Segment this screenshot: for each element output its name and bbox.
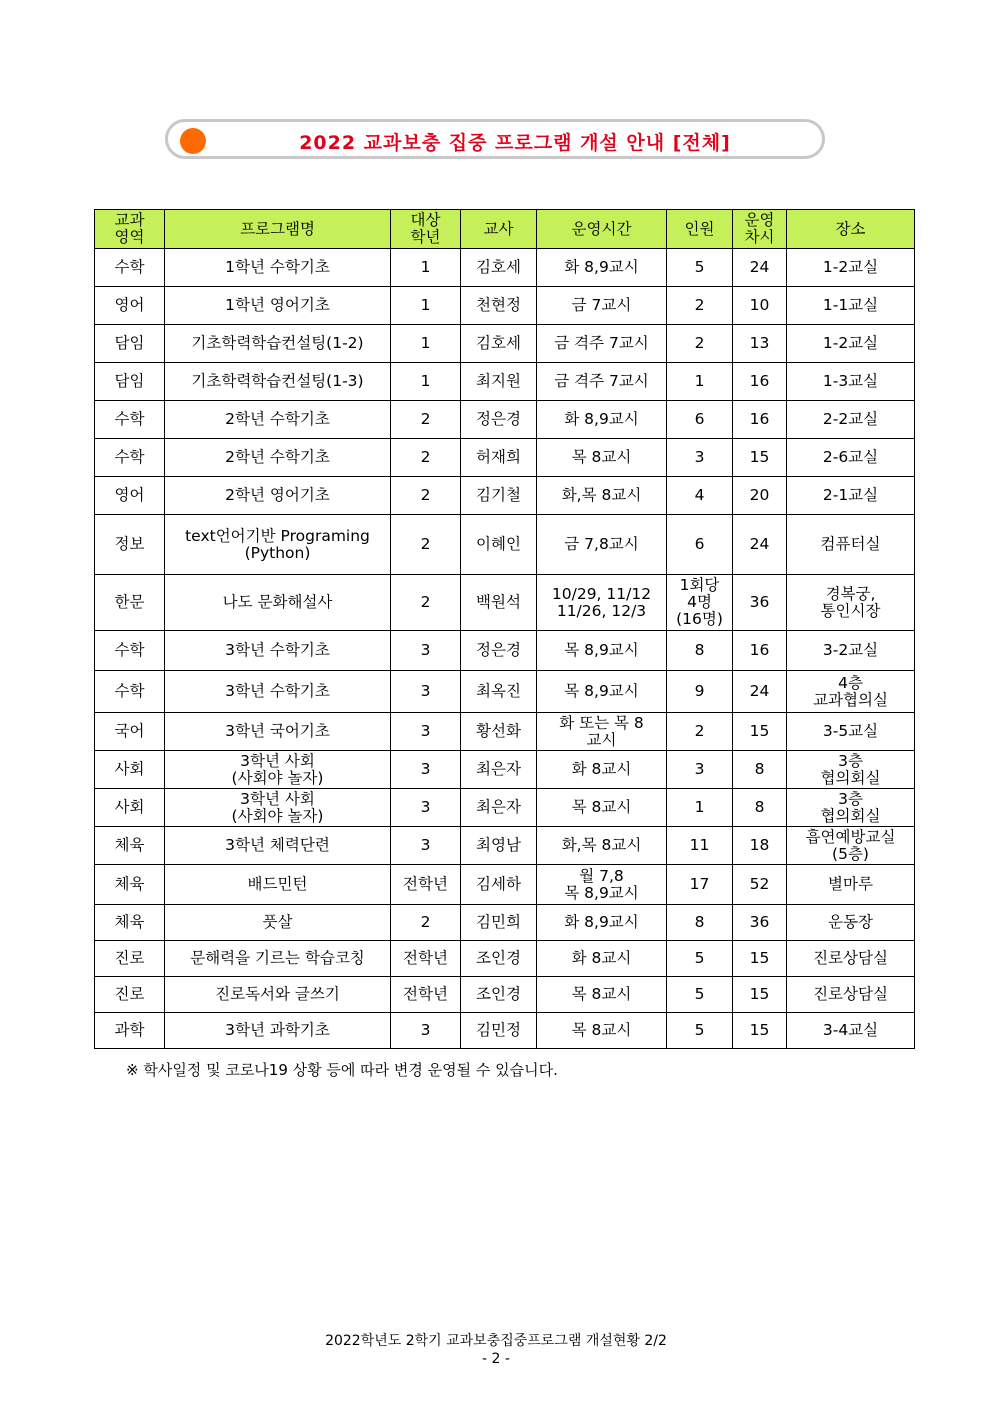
table-cell: 10 — [733, 287, 787, 325]
table-cell: 2학년 수학기초 — [165, 439, 391, 477]
column-header: 교과 영역 — [95, 210, 165, 249]
table-cell: 화 8,9교시 — [537, 401, 667, 439]
table-cell: 1-3교실 — [787, 363, 915, 401]
table-row — [95, 477, 915, 515]
table-cell: 16 — [733, 363, 787, 401]
table-cell: 15 — [733, 941, 787, 977]
table-cell: 3학년 국어기초 — [165, 713, 391, 751]
table-cell: 8 — [733, 789, 787, 827]
table-cell: 3학년 사회 (사회야 놀자) — [165, 751, 391, 789]
table-cell: 최지원 — [461, 363, 537, 401]
table-cell: 수학 — [95, 631, 165, 671]
table-cell: 3학년 사회 (사회야 놀자) — [165, 789, 391, 827]
table-cell: 진로상담실 — [787, 941, 915, 977]
table-cell: 15 — [733, 439, 787, 477]
table-cell: 목 8,9교시 — [537, 671, 667, 713]
table-cell: 2 — [391, 401, 461, 439]
table-cell: 24 — [733, 515, 787, 575]
table-cell: 6 — [667, 401, 733, 439]
table-cell: 24 — [733, 249, 787, 287]
table-cell: 8 — [733, 751, 787, 789]
table-cell: 풋살 — [165, 905, 391, 941]
table-cell: 2 — [667, 325, 733, 363]
table-cell: 11 — [667, 827, 733, 865]
table-cell: 전학년 — [391, 977, 461, 1013]
table-cell: 김민정 — [461, 1013, 537, 1049]
table-cell: 3학년 과학기초 — [165, 1013, 391, 1049]
table-cell: 2 — [667, 287, 733, 325]
table-cell: 금 격주 7교시 — [537, 325, 667, 363]
page-footer — [0, 1332, 992, 1368]
table-body — [95, 249, 915, 1049]
table-cell: 수학 — [95, 401, 165, 439]
column-header: 인원 — [667, 210, 733, 249]
table-cell: 24 — [733, 671, 787, 713]
table-cell: 목 8교시 — [537, 789, 667, 827]
footer-title: 2022학년도 2학기 교과보충집중프로그램 개설현황 2/2 — [325, 1333, 667, 1349]
table-cell: 화 또는 목 8 교시 — [537, 713, 667, 751]
table-cell: 1 — [391, 249, 461, 287]
table-cell: 흡연예방교실 (5층) — [787, 827, 915, 865]
table-cell: 1-2교실 — [787, 249, 915, 287]
table-cell: 20 — [733, 477, 787, 515]
table-cell: 15 — [733, 1013, 787, 1049]
table-cell: 정은경 — [461, 631, 537, 671]
table-cell: 경복궁, 통인시장 — [787, 575, 915, 631]
table-cell: 3-2교실 — [787, 631, 915, 671]
table-row — [95, 827, 915, 865]
table-cell: 6 — [667, 515, 733, 575]
table-cell: 허재희 — [461, 439, 537, 477]
table-cell: 36 — [733, 905, 787, 941]
table-cell: 화,목 8교시 — [537, 827, 667, 865]
table-cell: 8 — [667, 631, 733, 671]
table-cell: text언어기반 Programing (Python) — [165, 515, 391, 575]
table-cell: 황선화 — [461, 713, 537, 751]
table-cell: 운동장 — [787, 905, 915, 941]
column-header: 운영시간 — [537, 210, 667, 249]
page-number: - 2 - — [482, 1351, 510, 1367]
table-cell: 김민희 — [461, 905, 537, 941]
table-cell: 2 — [391, 477, 461, 515]
table-cell: 15 — [733, 977, 787, 1013]
table-cell: 5 — [667, 249, 733, 287]
table-row — [95, 515, 915, 575]
table-cell: 체육 — [95, 905, 165, 941]
table-cell: 1 — [391, 363, 461, 401]
table-cell: 백원석 — [461, 575, 537, 631]
table-cell: 3 — [391, 751, 461, 789]
table-cell: 1 — [667, 363, 733, 401]
table-row — [95, 713, 915, 751]
table-cell: 3층 협의회실 — [787, 751, 915, 789]
table-header-row — [95, 210, 915, 249]
table-cell: 김기철 — [461, 477, 537, 515]
table-cell: 3 — [667, 439, 733, 477]
table-cell: 기초학력학습컨설팅(1-2) — [165, 325, 391, 363]
table-cell: 최은자 — [461, 789, 537, 827]
table-cell: 국어 — [95, 713, 165, 751]
column-header: 대상 학년 — [391, 210, 461, 249]
title-banner — [165, 119, 825, 159]
table-cell: 13 — [733, 325, 787, 363]
table-cell: 전학년 — [391, 941, 461, 977]
table-cell: 3 — [391, 827, 461, 865]
table-cell: 월 7,8 목 8,9교시 — [537, 865, 667, 905]
table-cell: 2 — [667, 713, 733, 751]
table-cell: 과학 — [95, 1013, 165, 1049]
program-table — [94, 209, 915, 1049]
table-row — [95, 789, 915, 827]
table-cell: 5 — [667, 1013, 733, 1049]
table-cell: 수학 — [95, 439, 165, 477]
table-cell: 한문 — [95, 575, 165, 631]
table-row — [95, 249, 915, 287]
table-cell: 2학년 영어기초 — [165, 477, 391, 515]
table-cell: 화 8,9교시 — [537, 905, 667, 941]
table-cell: 최영남 — [461, 827, 537, 865]
table-row — [95, 363, 915, 401]
note: ※ 학사일정 및 코로나19 상황 등에 따라 변경 운영될 수 있습니다. — [126, 1061, 558, 1079]
table-cell: 3학년 체력단련 — [165, 827, 391, 865]
table-cell: 2학년 수학기초 — [165, 401, 391, 439]
table-row — [95, 631, 915, 671]
table-cell: 화 8교시 — [537, 751, 667, 789]
table-cell: 3-4교실 — [787, 1013, 915, 1049]
column-header: 교사 — [461, 210, 537, 249]
table-row — [95, 439, 915, 477]
table-cell: 4층 교과협의실 — [787, 671, 915, 713]
table-row — [95, 401, 915, 439]
table-cell: 조인경 — [461, 941, 537, 977]
table-cell: 3 — [391, 671, 461, 713]
table-cell: 목 8,9교시 — [537, 631, 667, 671]
table-cell: 영어 — [95, 477, 165, 515]
table-row — [95, 1013, 915, 1049]
table-cell: 진로 — [95, 977, 165, 1013]
table-cell: 3 — [391, 713, 461, 751]
table-cell: 10/29, 11/12 11/26, 12/3 — [537, 575, 667, 631]
table-row — [95, 575, 915, 631]
table-cell: 사회 — [95, 789, 165, 827]
table-cell: 17 — [667, 865, 733, 905]
table-cell: 조인경 — [461, 977, 537, 1013]
table-cell: 금 7교시 — [537, 287, 667, 325]
table-cell: 화 8교시 — [537, 941, 667, 977]
table-cell: 체육 — [95, 865, 165, 905]
table-cell: 나도 문화해설사 — [165, 575, 391, 631]
table-cell: 3 — [391, 631, 461, 671]
table-row — [95, 671, 915, 713]
table-cell: 1-1교실 — [787, 287, 915, 325]
table-cell: 문해력을 기르는 학습코칭 — [165, 941, 391, 977]
table-cell: 2 — [391, 515, 461, 575]
table-cell: 화,목 8교시 — [537, 477, 667, 515]
table-cell: 3 — [391, 1013, 461, 1049]
table-row — [95, 977, 915, 1013]
table-cell: 별마루 — [787, 865, 915, 905]
table-cell: 사회 — [95, 751, 165, 789]
table-cell: 담임 — [95, 325, 165, 363]
table-cell: 정은경 — [461, 401, 537, 439]
table-cell: 목 8교시 — [537, 977, 667, 1013]
table-cell: 3 — [667, 751, 733, 789]
table-cell: 진로독서와 글쓰기 — [165, 977, 391, 1013]
table-cell: 영어 — [95, 287, 165, 325]
column-header: 장소 — [787, 210, 915, 249]
table-cell: 금 격주 7교시 — [537, 363, 667, 401]
table-cell: 컴퓨터실 — [787, 515, 915, 575]
table-cell: 3층 협의회실 — [787, 789, 915, 827]
table-cell: 2-6교실 — [787, 439, 915, 477]
table-cell: 18 — [733, 827, 787, 865]
table-cell: 3-5교실 — [787, 713, 915, 751]
table-cell: 금 7,8교시 — [537, 515, 667, 575]
table-cell: 3학년 수학기초 — [165, 631, 391, 671]
table-cell: 36 — [733, 575, 787, 631]
table-row — [95, 751, 915, 789]
table-cell: 천현정 — [461, 287, 537, 325]
table-cell: 김호세 — [461, 249, 537, 287]
orange-dot-icon — [180, 128, 206, 154]
table-cell: 김세하 — [461, 865, 537, 905]
table-row — [95, 287, 915, 325]
table-cell: 9 — [667, 671, 733, 713]
table-cell: 정보 — [95, 515, 165, 575]
table-cell: 수학 — [95, 671, 165, 713]
table-cell: 1학년 영어기초 — [165, 287, 391, 325]
table-cell: 최은자 — [461, 751, 537, 789]
table-cell: 2 — [391, 439, 461, 477]
table-cell: 담임 — [95, 363, 165, 401]
table-cell: 1 — [667, 789, 733, 827]
table-cell: 수학 — [95, 249, 165, 287]
table-cell: 2 — [391, 905, 461, 941]
table-row — [95, 905, 915, 941]
table-cell: 1 — [391, 325, 461, 363]
table-cell: 화 8,9교시 — [537, 249, 667, 287]
table-cell: 16 — [733, 401, 787, 439]
table-cell: 5 — [667, 977, 733, 1013]
table-cell: 최옥진 — [461, 671, 537, 713]
table-row — [95, 865, 915, 905]
table-cell: 1-2교실 — [787, 325, 915, 363]
table-row — [95, 941, 915, 977]
page-title: 2022 교과보충 집중 프로그램 개설 안내 [전체] — [299, 132, 731, 154]
table-cell: 52 — [733, 865, 787, 905]
table-cell: 목 8교시 — [537, 1013, 667, 1049]
table-cell: 김호세 — [461, 325, 537, 363]
table-cell: 전학년 — [391, 865, 461, 905]
table-cell: 8 — [667, 905, 733, 941]
table-cell: 5 — [667, 941, 733, 977]
table-cell: 16 — [733, 631, 787, 671]
table-cell: 1 — [391, 287, 461, 325]
table-cell: 배드민턴 — [165, 865, 391, 905]
table-cell: 2 — [391, 575, 461, 631]
table-cell: 1회당 4명 (16명) — [667, 575, 733, 631]
table-cell: 3 — [391, 789, 461, 827]
table-cell: 15 — [733, 713, 787, 751]
table-cell: 이혜인 — [461, 515, 537, 575]
column-header: 프로그램명 — [165, 210, 391, 249]
table-cell: 진로 — [95, 941, 165, 977]
table-cell: 4 — [667, 477, 733, 515]
table-cell: 2-1교실 — [787, 477, 915, 515]
column-header: 운영 차시 — [733, 210, 787, 249]
table-cell: 2-2교실 — [787, 401, 915, 439]
table-cell: 진로상담실 — [787, 977, 915, 1013]
table-cell: 3학년 수학기초 — [165, 671, 391, 713]
table-cell: 목 8교시 — [537, 439, 667, 477]
table-cell: 체육 — [95, 827, 165, 865]
table-cell: 기초학력학습컨설팅(1-3) — [165, 363, 391, 401]
table-cell: 1학년 수학기초 — [165, 249, 391, 287]
table-row — [95, 325, 915, 363]
